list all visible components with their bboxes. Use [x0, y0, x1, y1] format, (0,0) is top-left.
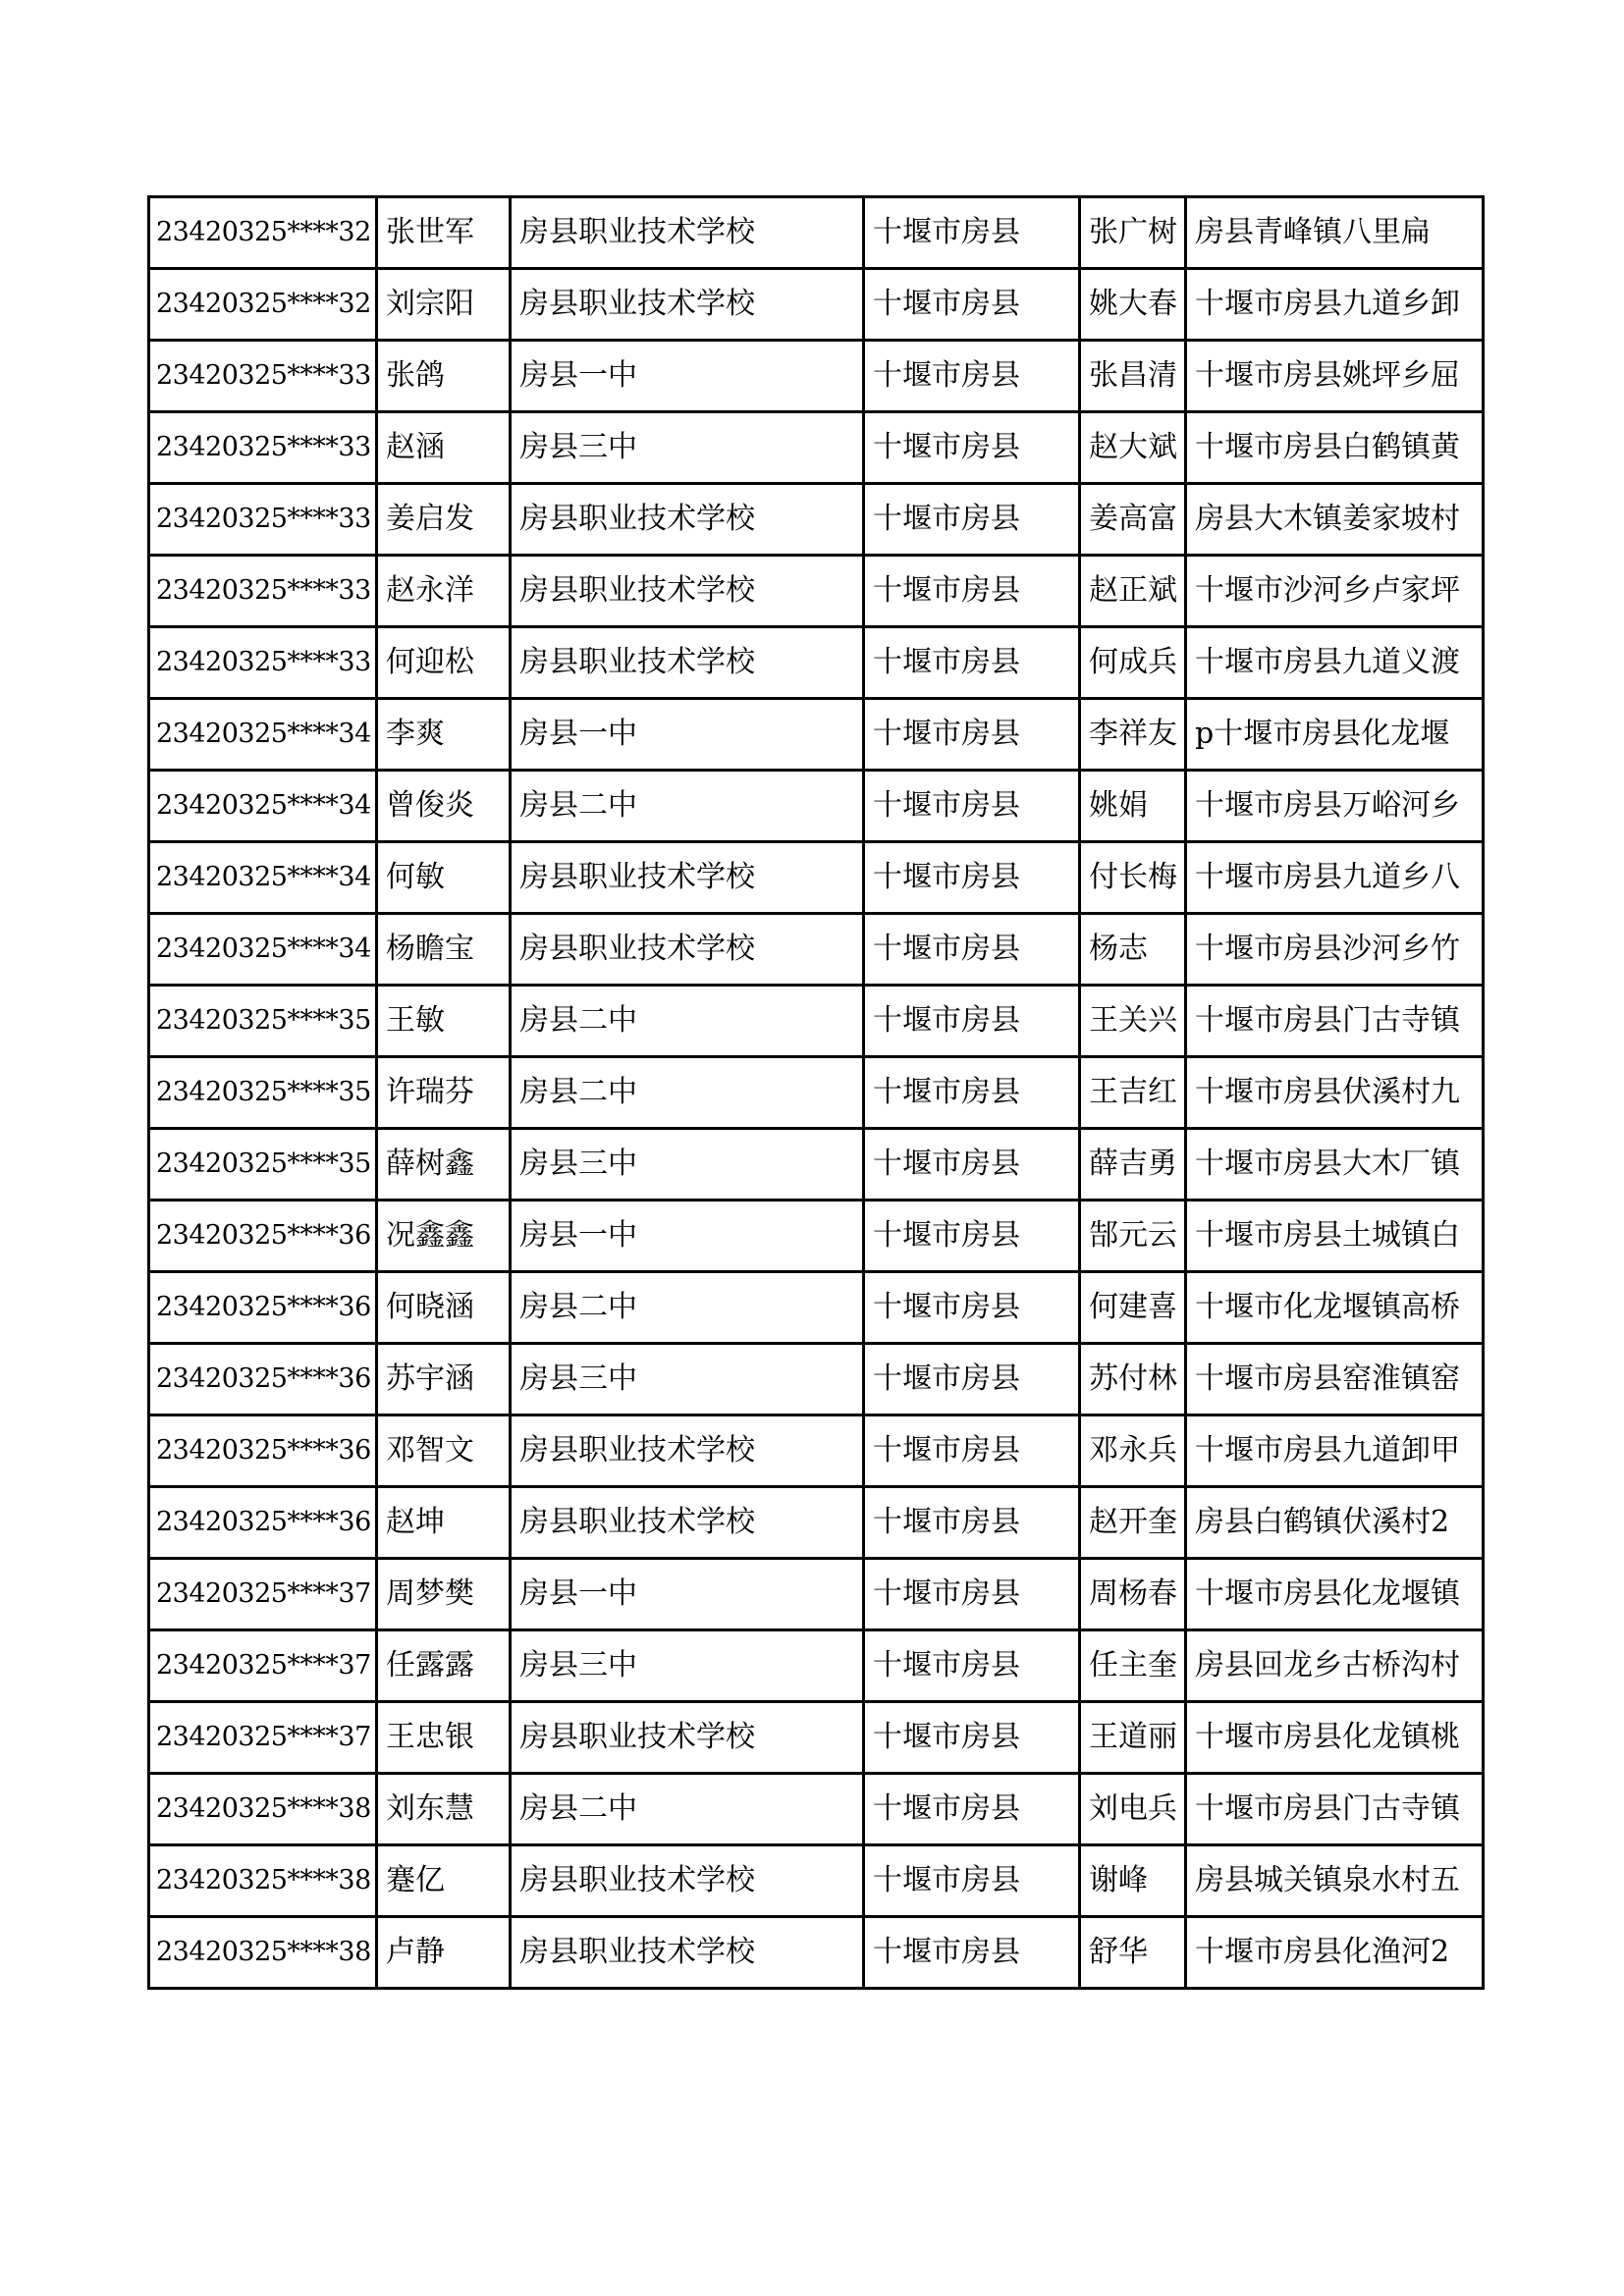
guardian-name-cell: 王吉红 [1080, 1057, 1186, 1129]
student-name-cell: 李爽 [377, 699, 511, 771]
region-cell: 十堰市房县 [864, 1774, 1080, 1845]
id-number-cell: 23420325****33 [149, 341, 377, 412]
student-name-cell: 蹇亿 [377, 1845, 511, 1917]
id-number-cell: 23420325****34 [149, 914, 377, 986]
id-number-cell: 23420325****35 [149, 1057, 377, 1129]
guardian-name-cell: 姚大春 [1080, 269, 1186, 341]
region-cell: 十堰市房县 [864, 771, 1080, 842]
table-row [149, 1129, 1484, 1201]
region-cell: 十堰市房县 [864, 1702, 1080, 1774]
region-cell: 十堰市房县 [864, 341, 1080, 412]
student-name-cell: 杨瞻宝 [377, 914, 511, 986]
address-cell: 十堰市房县伏溪村九 [1186, 1057, 1484, 1129]
school-cell: 房县职业技术学校 [511, 1487, 864, 1559]
table-row [149, 1344, 1484, 1415]
guardian-name-cell: 薛吉勇 [1080, 1129, 1186, 1201]
guardian-name-cell: 赵大斌 [1080, 412, 1186, 484]
student-name-cell: 苏宇涵 [377, 1344, 511, 1415]
table-row [149, 986, 1484, 1057]
table-row [149, 914, 1484, 986]
student-name-cell: 刘宗阳 [377, 269, 511, 341]
id-number-cell: 23420325****34 [149, 771, 377, 842]
student-name-cell: 姜启发 [377, 484, 511, 556]
id-number-cell: 23420325****38 [149, 1917, 377, 1989]
table-row [149, 627, 1484, 699]
region-cell: 十堰市房县 [864, 484, 1080, 556]
id-number-cell: 23420325****32 [149, 197, 377, 269]
address-cell: 十堰市房县沙河乡竹 [1186, 914, 1484, 986]
school-cell: 房县一中 [511, 341, 864, 412]
school-cell: 房县职业技术学校 [511, 1415, 864, 1487]
guardian-name-cell: 何建喜 [1080, 1272, 1186, 1344]
region-cell: 十堰市房县 [864, 699, 1080, 771]
table-row [149, 1415, 1484, 1487]
student-name-cell: 张鸽 [377, 341, 511, 412]
guardian-name-cell: 姚娟 [1080, 771, 1186, 842]
region-cell: 十堰市房县 [864, 412, 1080, 484]
student-name-cell: 何敏 [377, 842, 511, 914]
id-number-cell: 23420325****33 [149, 484, 377, 556]
table-body [149, 197, 1484, 1989]
guardian-name-cell: 李祥友 [1080, 699, 1186, 771]
id-number-cell: 23420325****37 [149, 1630, 377, 1702]
table-row [149, 269, 1484, 341]
address-cell: 十堰市房县门古寺镇 [1186, 986, 1484, 1057]
region-cell: 十堰市房县 [864, 269, 1080, 341]
id-number-cell: 23420325****37 [149, 1702, 377, 1774]
student-name-cell: 卢静 [377, 1917, 511, 1989]
region-cell: 十堰市房县 [864, 1057, 1080, 1129]
student-name-cell: 王忠银 [377, 1702, 511, 1774]
school-cell: 房县三中 [511, 1344, 864, 1415]
region-cell: 十堰市房县 [864, 842, 1080, 914]
table-row [149, 1630, 1484, 1702]
table-row [149, 1845, 1484, 1917]
guardian-name-cell: 谢峰 [1080, 1845, 1186, 1917]
address-cell: 十堰市房县窑淮镇窑 [1186, 1344, 1484, 1415]
guardian-name-cell: 舒华 [1080, 1917, 1186, 1989]
table-row [149, 556, 1484, 627]
id-number-cell: 23420325****36 [149, 1272, 377, 1344]
table-row [149, 341, 1484, 412]
region-cell: 十堰市房县 [864, 1272, 1080, 1344]
address-cell: p十堰市房县化龙堰 [1186, 699, 1484, 771]
id-number-cell: 23420325****36 [149, 1415, 377, 1487]
guardian-name-cell: 周杨春 [1080, 1559, 1186, 1630]
school-cell: 房县三中 [511, 1129, 864, 1201]
id-number-cell: 23420325****36 [149, 1487, 377, 1559]
student-name-cell: 刘东慧 [377, 1774, 511, 1845]
address-cell: 十堰市房县万峪河乡 [1186, 771, 1484, 842]
school-cell: 房县二中 [511, 1272, 864, 1344]
address-cell: 十堰市房县九道乡卸 [1186, 269, 1484, 341]
table-row [149, 771, 1484, 842]
region-cell: 十堰市房县 [864, 1917, 1080, 1989]
school-cell: 房县二中 [511, 986, 864, 1057]
guardian-name-cell: 苏付林 [1080, 1344, 1186, 1415]
id-number-cell: 23420325****32 [149, 269, 377, 341]
region-cell: 十堰市房县 [864, 556, 1080, 627]
school-cell: 房县职业技术学校 [511, 914, 864, 986]
guardian-name-cell: 王道丽 [1080, 1702, 1186, 1774]
id-number-cell: 23420325****34 [149, 842, 377, 914]
guardian-name-cell: 王关兴 [1080, 986, 1186, 1057]
address-cell: 房县白鹤镇伏溪村2 [1186, 1487, 1484, 1559]
table-row [149, 1272, 1484, 1344]
address-cell: 十堰市房县九道卸甲 [1186, 1415, 1484, 1487]
table-row [149, 1774, 1484, 1845]
id-number-cell: 23420325****36 [149, 1201, 377, 1272]
student-name-cell: 曾俊炎 [377, 771, 511, 842]
id-number-cell: 23420325****36 [149, 1344, 377, 1415]
school-cell: 房县职业技术学校 [511, 556, 864, 627]
guardian-name-cell: 郜元云 [1080, 1201, 1186, 1272]
id-number-cell: 23420325****33 [149, 627, 377, 699]
school-cell: 房县职业技术学校 [511, 1917, 864, 1989]
id-number-cell: 23420325****33 [149, 412, 377, 484]
table-row [149, 1559, 1484, 1630]
student-name-cell: 张世军 [377, 197, 511, 269]
address-cell: 十堰市化龙堰镇高桥 [1186, 1272, 1484, 1344]
student-name-cell: 周梦樊 [377, 1559, 511, 1630]
guardian-name-cell: 张广树 [1080, 197, 1186, 269]
school-cell: 房县职业技术学校 [511, 842, 864, 914]
guardian-name-cell: 付长梅 [1080, 842, 1186, 914]
address-cell: 十堰市房县化龙镇桃 [1186, 1702, 1484, 1774]
region-cell: 十堰市房县 [864, 1201, 1080, 1272]
region-cell: 十堰市房县 [864, 1344, 1080, 1415]
school-cell: 房县职业技术学校 [511, 1845, 864, 1917]
address-cell: 十堰市房县大木厂镇 [1186, 1129, 1484, 1201]
guardian-name-cell: 姜高富 [1080, 484, 1186, 556]
table-row [149, 1057, 1484, 1129]
table-row [149, 484, 1484, 556]
region-cell: 十堰市房县 [864, 197, 1080, 269]
school-cell: 房县职业技术学校 [511, 197, 864, 269]
address-cell: 房县大木镇姜家坡村 [1186, 484, 1484, 556]
address-cell: 十堰市沙河乡卢家坪 [1186, 556, 1484, 627]
address-cell: 十堰市房县化渔河2 [1186, 1917, 1484, 1989]
school-cell: 房县一中 [511, 1201, 864, 1272]
table-row [149, 1487, 1484, 1559]
region-cell: 十堰市房县 [864, 986, 1080, 1057]
student-name-cell: 邓智文 [377, 1415, 511, 1487]
table-row [149, 1201, 1484, 1272]
id-number-cell: 23420325****35 [149, 986, 377, 1057]
address-cell: 十堰市房县门古寺镇 [1186, 1774, 1484, 1845]
student-name-cell: 何晓涵 [377, 1272, 511, 1344]
address-cell: 十堰市房县九道义渡 [1186, 627, 1484, 699]
id-number-cell: 23420325****38 [149, 1845, 377, 1917]
school-cell: 房县职业技术学校 [511, 1702, 864, 1774]
student-name-cell: 何迎松 [377, 627, 511, 699]
student-name-cell: 赵永洋 [377, 556, 511, 627]
student-table [147, 195, 1485, 1990]
school-cell: 房县二中 [511, 1057, 864, 1129]
guardian-name-cell: 何成兵 [1080, 627, 1186, 699]
region-cell: 十堰市房县 [864, 627, 1080, 699]
school-cell: 房县职业技术学校 [511, 627, 864, 699]
table-row [149, 842, 1484, 914]
school-cell: 房县二中 [511, 1774, 864, 1845]
school-cell: 房县职业技术学校 [511, 269, 864, 341]
school-cell: 房县一中 [511, 699, 864, 771]
school-cell: 房县二中 [511, 771, 864, 842]
id-number-cell: 23420325****38 [149, 1774, 377, 1845]
table-row [149, 1917, 1484, 1989]
table-row [149, 412, 1484, 484]
student-name-cell: 赵坤 [377, 1487, 511, 1559]
region-cell: 十堰市房县 [864, 1630, 1080, 1702]
student-name-cell: 薛树鑫 [377, 1129, 511, 1201]
school-cell: 房县三中 [511, 1630, 864, 1702]
address-cell: 十堰市房县土城镇白 [1186, 1201, 1484, 1272]
address-cell: 房县回龙乡古桥沟村 [1186, 1630, 1484, 1702]
school-cell: 房县三中 [511, 412, 864, 484]
student-name-cell: 许瑞芬 [377, 1057, 511, 1129]
table-row [149, 699, 1484, 771]
id-number-cell: 23420325****34 [149, 699, 377, 771]
region-cell: 十堰市房县 [864, 1559, 1080, 1630]
region-cell: 十堰市房县 [864, 914, 1080, 986]
address-cell: 十堰市房县姚坪乡屈 [1186, 341, 1484, 412]
guardian-name-cell: 赵开奎 [1080, 1487, 1186, 1559]
address-cell: 房县城关镇泉水村五 [1186, 1845, 1484, 1917]
guardian-name-cell: 张昌清 [1080, 341, 1186, 412]
school-cell: 房县一中 [511, 1559, 864, 1630]
guardian-name-cell: 刘电兵 [1080, 1774, 1186, 1845]
id-number-cell: 23420325****35 [149, 1129, 377, 1201]
address-cell: 十堰市房县化龙堰镇 [1186, 1559, 1484, 1630]
address-cell: 十堰市房县白鹤镇黄 [1186, 412, 1484, 484]
region-cell: 十堰市房县 [864, 1845, 1080, 1917]
student-name-cell: 任露露 [377, 1630, 511, 1702]
table-row [149, 1702, 1484, 1774]
student-name-cell: 况鑫鑫 [377, 1201, 511, 1272]
id-number-cell: 23420325****37 [149, 1559, 377, 1630]
id-number-cell: 23420325****33 [149, 556, 377, 627]
address-cell: 十堰市房县九道乡八 [1186, 842, 1484, 914]
guardian-name-cell: 邓永兵 [1080, 1415, 1186, 1487]
guardian-name-cell: 任主奎 [1080, 1630, 1186, 1702]
region-cell: 十堰市房县 [864, 1415, 1080, 1487]
student-name-cell: 王敏 [377, 986, 511, 1057]
school-cell: 房县职业技术学校 [511, 484, 864, 556]
guardian-name-cell: 赵正斌 [1080, 556, 1186, 627]
address-cell: 房县青峰镇八里扁 [1186, 197, 1484, 269]
region-cell: 十堰市房县 [864, 1129, 1080, 1201]
student-name-cell: 赵涵 [377, 412, 511, 484]
guardian-name-cell: 杨志 [1080, 914, 1186, 986]
table-row [149, 197, 1484, 269]
region-cell: 十堰市房县 [864, 1487, 1080, 1559]
